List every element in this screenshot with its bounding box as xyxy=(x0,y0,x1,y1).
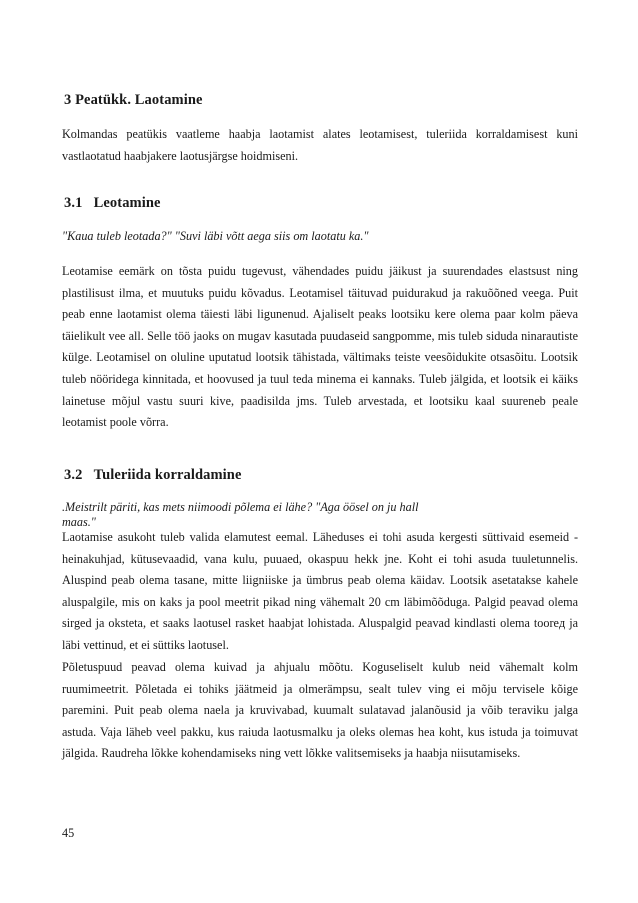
quote-line: .Meistrilt päriti, kas mets niimoodi põlema ei lähe? "Aga öösel on ju hall xyxy=(62,500,419,514)
section-title: Leotamine xyxy=(93,195,161,211)
section-number: 3.1 xyxy=(64,195,83,211)
section-number: 3.2 xyxy=(64,467,83,483)
section-3-1-paragraph: Leotamise eemärk on tõsta puidu tugevust, vähendades puidu jäikust ja suurendades elastsust ning plastilisust ilma, et muutuks puidu kõvadus. Leotamisel täituvad puidurakud ja rakuõõned veega. Puit peab enne laotamist olema täiesti läbi ligunenud. Ajaliselt peaks lootsiku kere olema paar kolm päeva täielikult vee all. Selle töö jaoks on mugav kasutada puudaseid sangpomme, mis tuleb siduda ninarautiste külge. Leotamisel on oluline uputatud lootsik tähistada, vältimaks teiste veesõidukite otsasõitu. Lootsik tuleb nööridega kinnitada, et hoovused ja tuul teda minema ei kannaks. Tuleb jälgida, et lootsik ei käiks lainetuse mõjul vastu suuri kive, paadisilda jms. Tuleb arvestada, et lootsiku kaal suureneb peale leotamist poole võrra. xyxy=(62,264,578,430)
section-title: Tuleriida korraldamine xyxy=(93,467,242,483)
section-3-1-heading xyxy=(64,195,161,212)
page-number: 45 xyxy=(62,826,75,840)
quote-line: maas." xyxy=(62,515,96,529)
chapter-intro: Kolmandas peatükis vaatleme haabja laotamist alates leotamisest, tuleriida korraldamisest kuni vastlaotatud haabjakere laotusjärgse hoidmiseni. xyxy=(62,127,578,163)
section-3-1-quote: "Kaua tuleb leotada?" "Suvi läbi võtt aega siis om laotatu ka." xyxy=(62,229,369,243)
section-3-2-heading xyxy=(64,467,242,484)
section-3-2-quote xyxy=(62,500,578,530)
section-3-2-paragraph-1: Laotamise asukoht tuleb valida elamutest eemal. Läheduses ei tohi asuda kergesti süttivaid esemeid -heinakuhjad, kütusevaadid, vana kulu, puuaed, okaspuu hekk jne. Koht ei tohi asuda tuuletunnelis. Aluspind peab olema tasane, mitte liigniiske ja ümbrus peab olema käidav. Lootsik asetatakse kahele aluspalgile, mis on kaks ja pool meetrit pikad ning vähemalt 20 cm läbimõõduga. Palgid peavad olema sirged ja oksteta, et saaks laotusel rasket haabjat lohistada. Aluspalgid peavad kindlasti olema tooreд ja läbi vettinud, et ei süttiks laotusel. xyxy=(62,530,578,652)
chapter-title: 3 Peatükk. Laotamine xyxy=(64,92,203,108)
section-3-2-paragraph-2: Põletuspuud peavad olema kuivad ja ahjualu mõõtu. Koguseliselt kulub neid vähemalt kolm ruumimeetrit. Põletada ei tohiks jäätmeid ja olmerämpsu, sealt tulev ving ei mõju tervisele kõige paremini. Puit peab olema naela ja kruvivabad, kuumalt sulatavad jalanõusid ja võib teraviku jalga astuda. Vaja läheb veel pakku, kus raiuda laotusmalku ja oleks olemas hea koht, kus istuda ja toimuvat jälgida. Raudreha lõkke kohendamiseks ning vett lõkke valitsemiseks ja haabja niisutamiseks. xyxy=(62,660,578,761)
